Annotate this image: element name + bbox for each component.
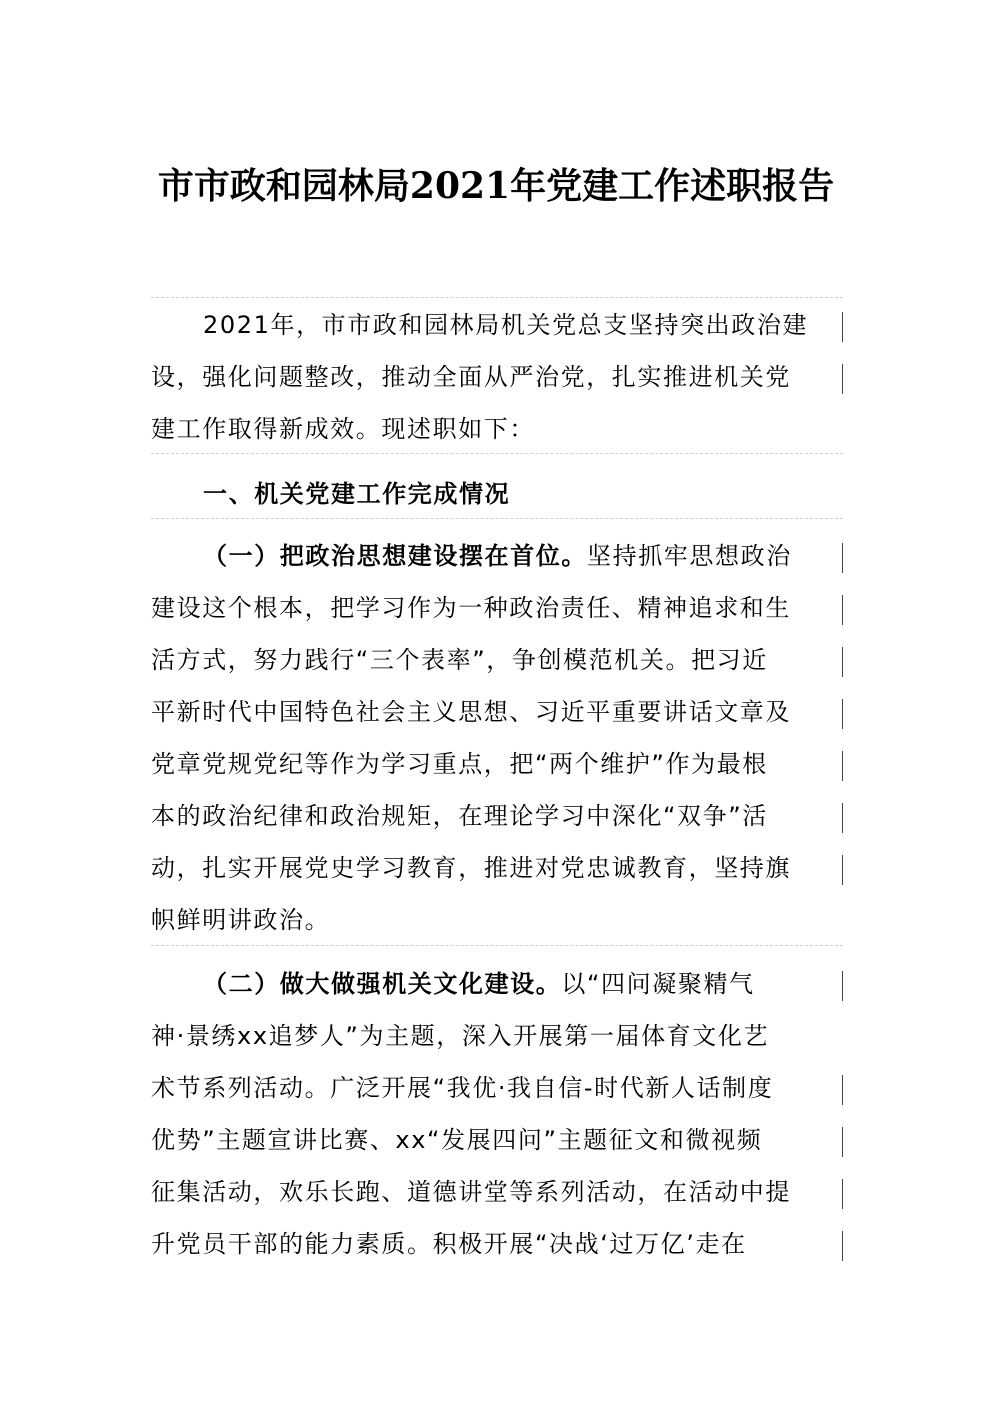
- section-heading: 一、机关党建工作完成情况: [203, 480, 511, 508]
- intro-line: 2021年，市市政和园林局机关党总支坚持突出政治建: [203, 311, 809, 339]
- line-end-mark: [842, 364, 843, 394]
- line-end-mark: [842, 699, 843, 729]
- line-end-mark: [842, 1075, 843, 1105]
- line-end-mark: [842, 1127, 843, 1157]
- intro-line: 建工作取得新成效。现述职如下：: [151, 415, 535, 443]
- divider: [151, 945, 843, 946]
- line-end-mark: [842, 855, 843, 885]
- para-line: 帜鲜明讲政治。: [151, 906, 331, 934]
- divider: [151, 518, 843, 519]
- para-line: 优势”主题宣讲比赛、xx“发展四问”主题征文和微视频: [151, 1126, 763, 1154]
- intro-line: 设，强化问题整改，推动全面从严治党，扎实推进机关党: [151, 363, 791, 391]
- para-lead: （一）把政治思想建设摆在首位。: [203, 542, 587, 570]
- para-line: 神·景绣xx追梦人”为主题，深入开展第一届体育文化艺: [151, 1022, 770, 1050]
- para-line: 活方式，努力践行“三个表率”，争创模范机关。把习近: [151, 646, 768, 674]
- para-first-line: [203, 536, 843, 576]
- line-end-mark: [842, 647, 843, 677]
- para-line: 党章党规党纪等作为学习重点，把“两个维护”作为最根: [151, 750, 768, 778]
- line-end-mark: [842, 971, 843, 1001]
- line-end-mark: [842, 751, 843, 781]
- para-first-line: [203, 964, 843, 1004]
- para-text: 以“四问凝聚精气: [561, 970, 755, 998]
- para-line: 平新时代中国特色社会主义思想、习近平重要讲话文章及: [151, 698, 791, 726]
- line-end-mark: [842, 1179, 843, 1209]
- para-lead: （二）做大做强机关文化建设。: [203, 970, 562, 998]
- line-end-mark: [842, 803, 843, 833]
- para-line: 本的政治纪律和政治规矩，在理论学习中深化“双争”活: [151, 802, 768, 830]
- para-line: 建设这个根本，把学习作为一种政治责任、精神追求和生: [151, 594, 791, 622]
- line-end-mark: [842, 595, 843, 625]
- para-line: 动，扎实开展党史学习教育，推进对党忠诚教育，坚持旗: [151, 854, 791, 882]
- para-text: 坚持抓牢思想政治: [587, 542, 792, 570]
- line-end-mark: [842, 312, 843, 342]
- divider: [151, 297, 843, 298]
- document-title: 市市政和园林局2021年党建工作述职报告: [157, 165, 835, 207]
- line-end-mark: [842, 1231, 843, 1261]
- para-line: 术节系列活动。广泛开展“我优·我自信-时代新人话制度: [151, 1074, 774, 1102]
- divider: [151, 453, 843, 454]
- line-end-mark: [842, 543, 843, 573]
- para-line: 征集活动，欢乐长跑、道德讲堂等系列活动，在活动中提: [151, 1178, 791, 1206]
- para-line: 升党员干部的能力素质。积极开展“决战‘过万亿’走在: [151, 1230, 747, 1258]
